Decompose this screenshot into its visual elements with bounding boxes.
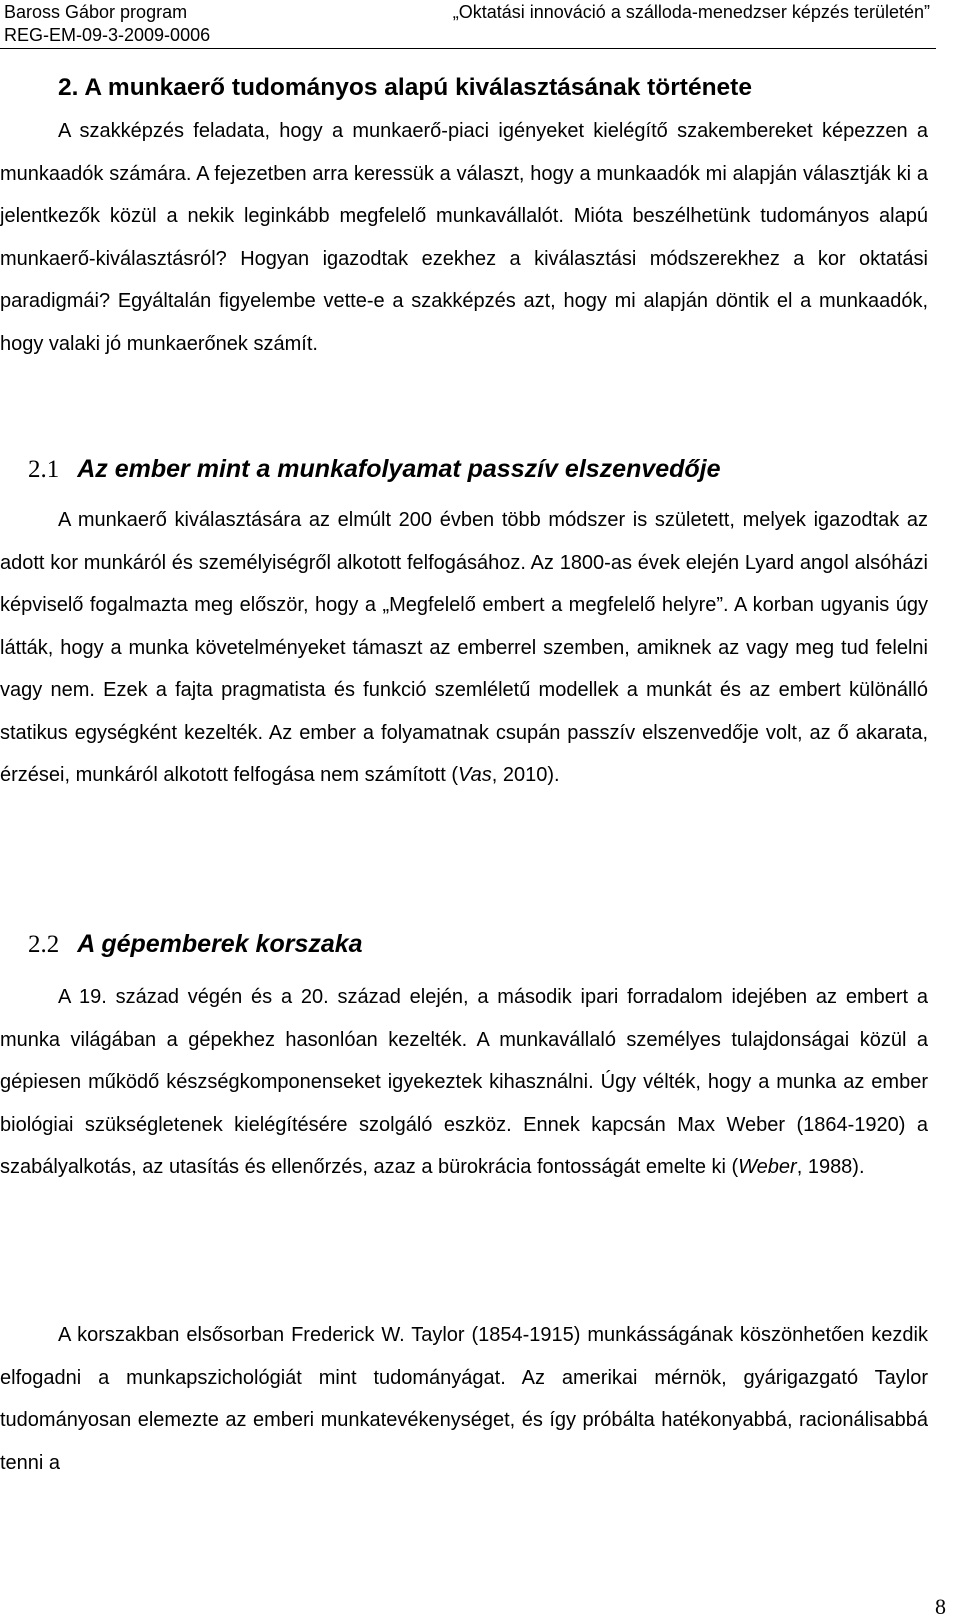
citation-year: , 1988).: [796, 1156, 865, 1178]
header-project-title: „Oktatási innováció a szálloda-menedzser képzés területén”: [452, 2, 930, 22]
subsection-number: 2.1: [28, 456, 60, 483]
paragraph-2-1: [0, 499, 928, 797]
intro-paragraph: A szakképzés feladata, hogy a munkaerő-piaci igényeket kielégítő szakembereket képezzen a munkaadók számára. A fejezetben arra keressük a választ, hogy a munkaadók mi alapján választják ki a jelentkezők közül a nekik leginkább megfelelő munkavállalót. Mióta beszélhetünk tudományos alapú munkaerő-kiválasztásról? Hogyan igazodtak ezekhez a kiválasztási módszerekhez a kor oktatási paradigmái? Egyáltalán figyelembe vette-e a szakképzés azt, hogy mi alapján döntik el a munkaadók, hogy valaki jó munkaerőnek számít.: [0, 120, 928, 355]
subsection-title: A gépemberek korszaka: [77, 930, 363, 958]
citation-author: Weber: [738, 1156, 797, 1178]
subsection-number: 2.2: [28, 931, 60, 958]
subsection-title: Az ember mint a munkafolyamat passzív elszenvedője: [77, 455, 721, 483]
paragraph-text: A 19. század végén és a 20. század elején, a második ipari forradalom idejében az embert a munka világában a gépekhez hasonlóan kezelték. A munkavállaló személyes tulajdonságai közül a gépiesen működő készségkomponenseket igyekeztek kihasználni. Úgy vélték, hogy a munka az ember biológiai szükségletenek kielégítésére szolgáló eszköz. Ennek kapcsán Max Weber (1864-1920) a szabályalkotás, az utasítás és ellenőrzés, azaz a bürokrácia fontosságát emelte ki (: [0, 986, 928, 1178]
paragraph-text: A munkaerő kiválasztására az elmúlt 200 évben több módszer is született, melyek igazodtak az adott kor munkáról és személyiségről alkotott felfogásához. Az 1800-as évek elején Lyard angol alsóházi képviselő fogalmazta meg először, hogy a „Megfelelő embert a megfelelő helyre”. A korban ugyanis úgy látták, hogy a munka követelményeket támaszt az emberrel szemben, amiknek az vagy meg tud felelni vagy nem. Ezek a fajta pragmatista és funkció szemléletű modellek a munkát és az embert különálló statikus egységként kezelték. Az ember a folyamatnak csupán passzív elszenvedője volt, az ő akarata, érzései, munkáról alkotott felfogása nem számított (: [0, 509, 928, 786]
subsection-heading-2-2: [28, 928, 363, 961]
header-program-name: Baross Gábor program: [4, 2, 188, 22]
page-number: 8: [935, 1594, 946, 1619]
subsection-heading-2-1: [28, 453, 721, 486]
section-heading: 2. A munkaerő tudományos alapú kiválasztásának története: [58, 74, 752, 101]
header-divider: [0, 48, 936, 49]
citation-author: Vas: [457, 764, 492, 786]
paragraph-2-2-a: [0, 976, 928, 1189]
header-registration-code: REG-EM-09-3-2009-0006: [4, 25, 211, 45]
citation-year: , 2010).: [491, 764, 560, 786]
paragraph-2-2-b: A korszakban elsősorban Frederick W. Taylor (1854-1915) munkásságának köszönhetően kezdik elfogadni a munkapszichológiát mint tudományágat. Az amerikai mérnök, gyárigazgató Taylor tudományosan elemezte az emberi munkatevékenységet, és így próbálta hatékonyabbá, racionálisabbá tenni a: [0, 1324, 928, 1474]
